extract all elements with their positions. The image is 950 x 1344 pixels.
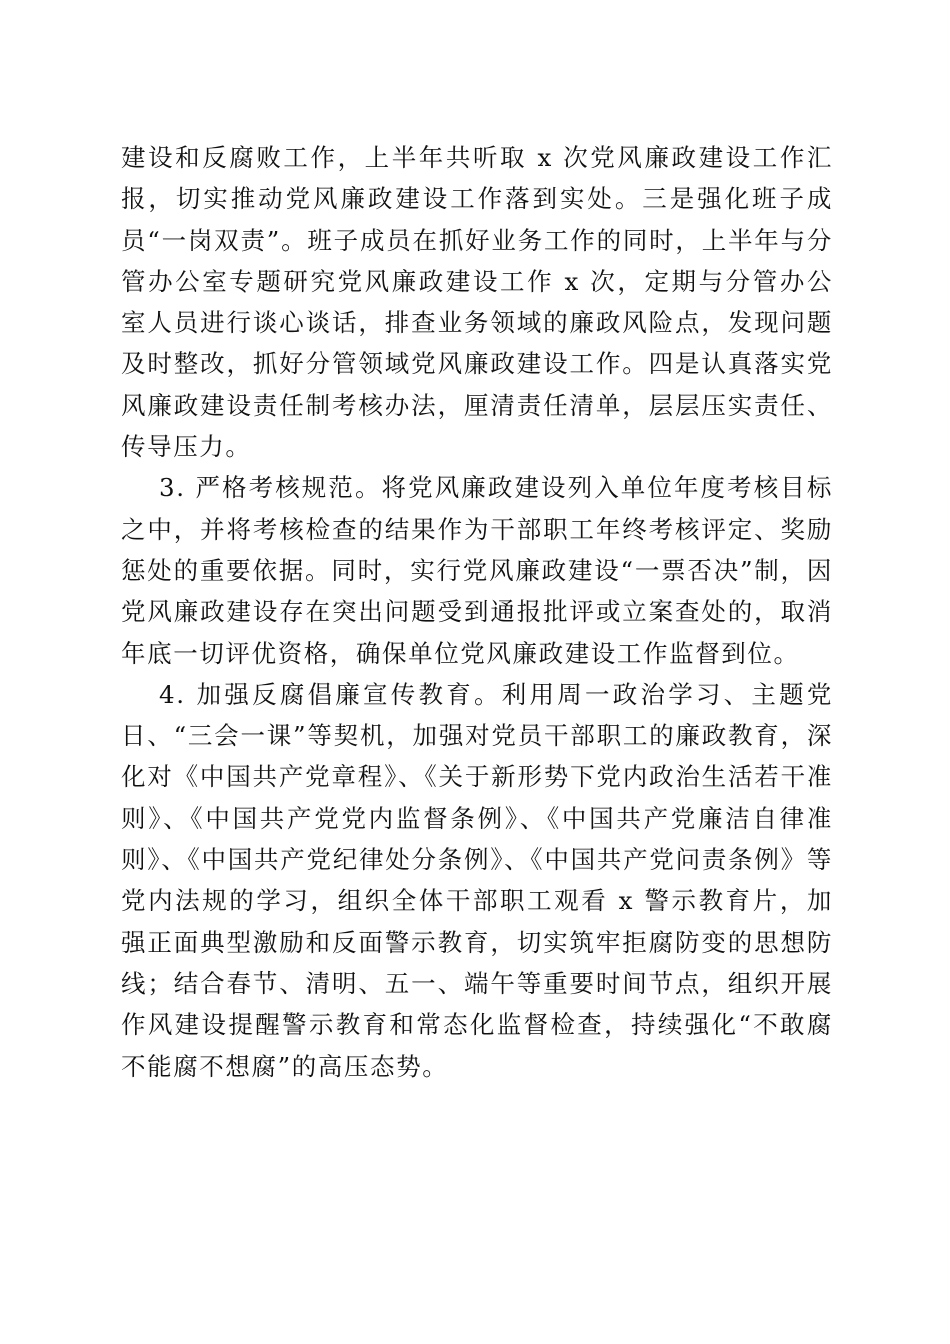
document-body	[121, 137, 833, 1087]
paragraph-section-3: 3. 严格考核规范。将党风廉政建设列入单位年度考核目标之中，并将考核检查的结果作为干部职工年终考核评定、奖励惩处的重要依据。同时，实行党风廉政建设“一票否决”制，因党风廉政建设存在突出问题受到通报批评或立案查处的，取消年底一切评优资格，确保单位党风廉政建设工作监督到位。	[121, 473, 833, 668]
paragraph-continuation: 建设和反腐败工作，上半年共听取 x 次党风廉政建设工作汇报，切实推动党风廉政建设工作落到实处。三是强化班子成员“一岗双责”。班子成员在抓好业务工作的同时，上半年与分管办公室专题研究党风廉政建设工作 x 次，定期与分管办公室人员进行谈心谈话，排查业务领域的廉政风险点，发现问题及时整改，抓好分管领域党风廉政建设工作。四是认真落实党风廉政建设责任制考核办法，厘清责任清单，层层压实责任、传导压力。	[121, 143, 833, 462]
paragraph-section-4: 4. 加强反腐倡廉宣传教育。利用周一政治学习、主题党日、“三会一课”等契机，加强对党员干部职工的廉政教育，深化对《中国共产党章程》、《关于新形势下党内政治生活若干准则》、《中国共产党党内监督条例》、《中国共产党廉洁自律准则》、《中国共产党纪律处分条例》、《中国共产党问责条例》等党内法规的学习，组织全体干部职工观看 x 警示教育片，加强正面典型激励和反面警示教育，切实筑牢拒腐防变的思想防线；结合春节、清明、五一、端午等重要时间节点，组织开展作风建设提醒警示教育和常态化监督检查，持续强化“不敢腐不能腐不想腐”的高压态势。	[121, 679, 833, 1081]
